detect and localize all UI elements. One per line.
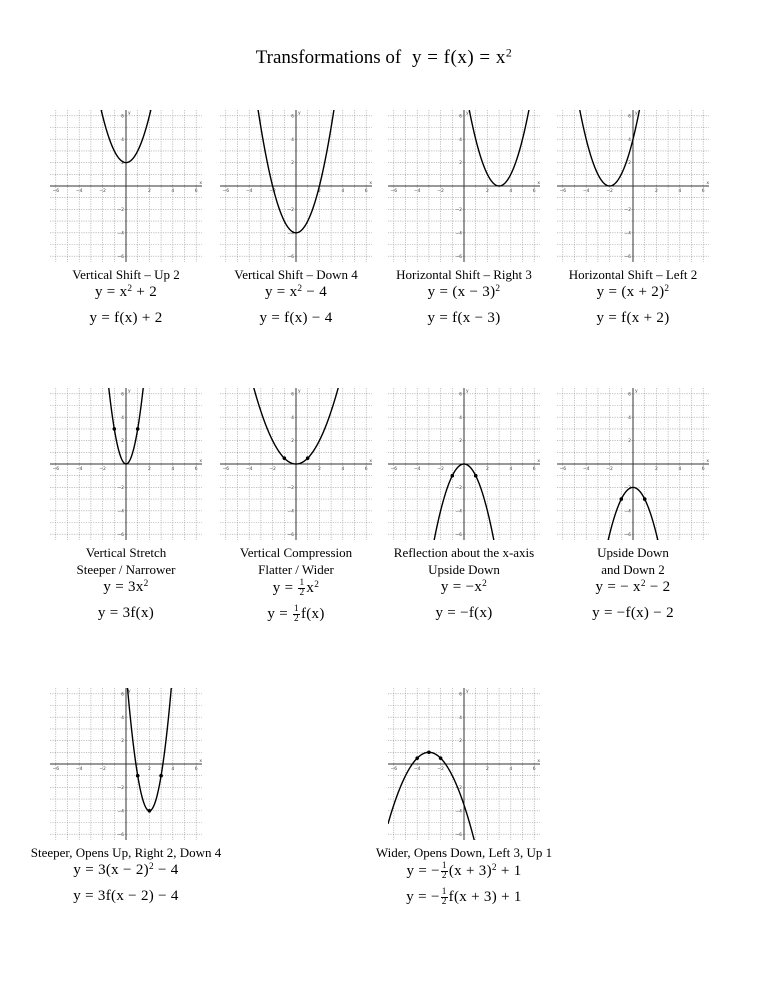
y-tick-label: 4 [121, 715, 124, 721]
caption-line: Steeper / Narrower [76, 562, 176, 577]
x-tick-label: −6 [390, 767, 398, 772]
fraction-denominator: 2 [299, 588, 305, 599]
x-tick-label: 4 [678, 467, 682, 472]
equation-expanded-text: − 4 [153, 862, 179, 878]
caption-line: Reflection about the x-axis [393, 545, 535, 560]
equation-expanded-fraction [441, 862, 448, 882]
x-tick-label: 4 [341, 189, 345, 194]
equation-expanded-text: y = x [94, 284, 128, 300]
equation-expanded-text: + 1 [496, 863, 522, 880]
x-tick-label: −2 [99, 189, 106, 194]
caption-line: Upside Down [597, 545, 669, 560]
caption-line: Vertical Shift – Up 2 [72, 267, 180, 282]
equation-function-notation-text: y = 3f(x) [97, 605, 155, 621]
coordinate-grid [220, 388, 372, 540]
curve-point [643, 497, 647, 501]
x-axis-label: x [369, 459, 372, 464]
x-tick-label: 4 [678, 189, 682, 194]
y-tick-label: 2 [121, 739, 124, 745]
y-tick-label: 2 [291, 161, 294, 167]
y-tick-label: −2 [117, 208, 124, 213]
x-tick-label: −6 [559, 467, 567, 472]
x-tick-label: −4 [75, 467, 83, 472]
y-tick-label: −4 [287, 231, 294, 237]
equation-function-notation-text: y = f(x) + 2 [89, 310, 163, 326]
fraction-numerator: 1 [441, 861, 447, 871]
equation-function-notation [30, 605, 222, 622]
equation-function-notation [368, 605, 560, 622]
y-tick-label: −4 [287, 509, 294, 515]
x-tick-label: −2 [269, 467, 276, 472]
curve-point [474, 474, 478, 478]
y-tick-label: 2 [459, 161, 462, 167]
equation-function-notation [537, 310, 729, 327]
equation-expanded-text: − 4 [302, 284, 328, 300]
y-tick-label: −2 [455, 786, 462, 791]
curve-point [136, 427, 140, 431]
x-tick-label: −2 [99, 467, 106, 472]
x-tick-label: 6 [194, 767, 198, 772]
x-tick-label: −4 [582, 189, 590, 194]
curve-point [136, 774, 140, 778]
y-axis-label: y [635, 388, 638, 394]
x-tick-label: −4 [75, 189, 83, 194]
x-tick-label: 4 [509, 767, 513, 772]
panel-caption [30, 844, 222, 861]
y-axis-label: y [128, 688, 131, 694]
equation-expanded-text: y = [272, 580, 298, 597]
x-tick-label: 2 [147, 189, 151, 194]
x-tick-label: −4 [413, 767, 421, 772]
x-tick-label: −6 [52, 767, 60, 772]
equation-expanded [30, 579, 222, 596]
equation-expanded-text: (x + 3) [448, 863, 492, 880]
y-tick-label: −6 [455, 832, 462, 838]
curve-point [620, 497, 624, 501]
equation-expanded-text: y = − x [595, 579, 641, 595]
equation-expanded-exponent: 2 [495, 283, 501, 294]
equation-expanded-fraction [298, 579, 305, 599]
x-tick-label: 6 [532, 767, 536, 772]
y-tick-label: 6 [628, 392, 631, 398]
y-tick-label: 4 [121, 137, 124, 143]
y-tick-label: 4 [628, 415, 631, 421]
equation-function-notation-fraction [441, 888, 448, 908]
equation-function-notation-text: y = f(x − 3) [427, 310, 501, 326]
equation-function-notation-text: y = 3f(x − 2) − 4 [73, 888, 179, 904]
equation-expanded [537, 284, 729, 301]
x-axis-label: x [537, 181, 540, 186]
curve-point [306, 456, 310, 460]
y-tick-label: 4 [291, 415, 294, 421]
equation-expanded [30, 862, 222, 879]
equation-function-notation-text: f(x + 3) + 1 [448, 889, 522, 906]
x-axis-label: x [369, 181, 372, 186]
coordinate-grid [388, 110, 540, 262]
y-axis-label: y [635, 110, 638, 116]
equation-function-notation [368, 888, 560, 908]
x-tick-label: 4 [341, 467, 345, 472]
y-tick-label: −2 [287, 208, 294, 213]
coordinate-grid [388, 688, 540, 840]
y-tick-label: −6 [287, 532, 294, 538]
x-tick-label: 6 [364, 189, 368, 194]
y-tick-label: −6 [117, 832, 124, 838]
equation-expanded [30, 284, 222, 301]
x-tick-label: −4 [75, 767, 83, 772]
y-tick-label: −4 [624, 509, 631, 515]
equation-function-notation-text: y = −f(x) − 2 [592, 605, 674, 621]
x-tick-label: −6 [390, 189, 398, 194]
x-tick-label: 2 [147, 467, 151, 472]
caption-line: Vertical Compression [239, 545, 353, 560]
y-tick-label: −6 [287, 254, 294, 260]
coordinate-grid [557, 388, 709, 540]
equation-expanded [368, 284, 560, 301]
caption-line: Vertical Stretch [85, 545, 167, 560]
caption-line: Flatter / Wider [258, 562, 334, 577]
x-tick-label: −4 [245, 189, 253, 194]
caption-line: Upside Down [428, 562, 500, 577]
equation-expanded-exponent: 2 [664, 283, 670, 294]
x-tick-label: 2 [147, 767, 151, 772]
y-tick-label: −6 [624, 532, 631, 538]
x-tick-label: −6 [222, 189, 230, 194]
equation-function-notation-text: y = [267, 606, 293, 623]
panel-caption [368, 266, 560, 283]
equation-expanded-exponent: 2 [491, 863, 497, 874]
x-tick-label: −4 [245, 467, 253, 472]
equation-expanded-text: x [306, 580, 315, 597]
y-tick-label: −4 [117, 809, 124, 815]
y-tick-label: 4 [291, 137, 294, 143]
x-tick-label: 4 [171, 189, 175, 194]
y-tick-label: −2 [287, 486, 294, 491]
equation-expanded-text: y = − [406, 863, 440, 880]
caption-line: Horizontal Shift – Right 3 [396, 267, 532, 282]
x-tick-label: −6 [52, 189, 60, 194]
y-tick-label: −6 [455, 254, 462, 260]
x-tick-label: 6 [701, 467, 705, 472]
fraction-denominator: 2 [441, 871, 447, 882]
fraction-numerator: 1 [294, 604, 299, 614]
equation-function-notation-fraction [293, 605, 300, 625]
caption-line: Steeper, Opens Up, Right 2, Down 4 [30, 845, 222, 860]
y-tick-label: 2 [121, 161, 124, 167]
x-tick-label: −6 [390, 467, 398, 472]
equation-function-notation [200, 605, 392, 625]
equation-function-notation [30, 310, 222, 327]
coordinate-grid [557, 110, 709, 262]
y-tick-label: −4 [455, 809, 462, 815]
y-axis-label: y [466, 388, 469, 394]
coordinate-grid [50, 110, 202, 262]
x-tick-label: 2 [654, 467, 658, 472]
x-tick-label: −2 [437, 767, 444, 772]
coordinate-grid [388, 388, 540, 540]
coordinate-grid [220, 110, 372, 262]
curve-point [427, 751, 431, 755]
panel-caption [537, 266, 729, 283]
x-tick-label: 4 [171, 767, 175, 772]
x-tick-label: −2 [606, 189, 613, 194]
x-tick-label: −6 [559, 189, 567, 194]
x-tick-label: 6 [701, 189, 705, 194]
x-tick-label: 2 [317, 189, 321, 194]
x-tick-label: −2 [437, 189, 444, 194]
title-equation: $y = f(x) = x^2$ [411, 46, 513, 68]
equation-expanded [368, 579, 560, 596]
equation-function-notation [30, 888, 222, 905]
equation-expanded-text: y = −x [440, 579, 483, 595]
equation-expanded-text: y = (x − 3) [427, 284, 496, 300]
y-tick-label: −4 [117, 231, 124, 237]
caption-line: Wider, Opens Down, Left 3, Up 1 [375, 845, 553, 860]
panel-caption [30, 266, 222, 283]
x-tick-label: 6 [194, 189, 198, 194]
x-tick-label: −2 [606, 467, 613, 472]
y-tick-label: 2 [628, 161, 631, 167]
equation-expanded-exponent: 2 [297, 283, 303, 294]
x-tick-label: 4 [509, 189, 513, 194]
equation-expanded-text: y = (x + 2) [596, 284, 665, 300]
equation-expanded-text: y = 3x [103, 579, 144, 595]
y-tick-label: 4 [459, 415, 462, 421]
y-tick-label: 4 [459, 137, 462, 143]
y-axis-label: y [298, 388, 301, 394]
y-tick-label: 2 [628, 439, 631, 445]
y-tick-label: −4 [455, 231, 462, 237]
panel-caption [200, 544, 392, 578]
fraction-denominator: 2 [294, 614, 299, 625]
x-tick-label: 4 [171, 467, 175, 472]
caption-line: Horizontal Shift – Left 2 [568, 267, 698, 282]
panel-caption [200, 266, 392, 283]
y-tick-label: 6 [459, 692, 462, 698]
title-prefix: Transformations of [255, 47, 402, 68]
x-tick-label: 4 [509, 467, 513, 472]
x-tick-label: 2 [485, 189, 489, 194]
y-tick-label: −2 [455, 486, 462, 491]
y-tick-label: −6 [117, 532, 124, 538]
equation-expanded-exponent: 2 [314, 580, 320, 591]
panel-caption [537, 544, 729, 578]
equation-function-notation [537, 605, 729, 622]
y-axis-label: y [466, 110, 469, 116]
y-tick-label: 6 [291, 114, 294, 120]
equation-expanded-exponent: 2 [143, 578, 149, 589]
fraction-numerator: 1 [441, 887, 447, 897]
x-axis-label: x [199, 181, 202, 186]
y-tick-label: −2 [117, 786, 124, 791]
y-tick-label: −6 [117, 254, 124, 260]
equation-function-notation-text: y = −f(x) [435, 605, 493, 621]
page-title [0, 47, 768, 69]
y-tick-label: −2 [624, 208, 631, 213]
x-tick-label: 6 [364, 467, 368, 472]
curve-point [439, 756, 443, 760]
x-tick-label: −6 [52, 467, 60, 472]
x-tick-label: 6 [194, 467, 198, 472]
equation-expanded [200, 579, 392, 599]
y-axis-label: y [128, 388, 131, 394]
curve-point [283, 456, 287, 460]
curve-point [148, 809, 152, 813]
y-tick-label: 6 [459, 392, 462, 398]
curve-point [415, 756, 419, 760]
y-tick-label: 6 [628, 114, 631, 120]
x-tick-label: −2 [437, 467, 444, 472]
y-tick-label: 2 [459, 739, 462, 745]
curve-point [113, 427, 117, 431]
coordinate-grid [50, 388, 202, 540]
x-tick-label: 2 [485, 467, 489, 472]
y-tick-label: 2 [121, 439, 124, 445]
x-tick-label: −4 [413, 189, 421, 194]
curve-point [159, 774, 163, 778]
y-tick-label: 6 [121, 114, 124, 120]
x-tick-label: −4 [582, 467, 590, 472]
y-tick-label: 2 [291, 439, 294, 445]
x-tick-label: −2 [269, 189, 276, 194]
equation-expanded [200, 284, 392, 301]
equation-expanded-exponent: 2 [482, 578, 488, 589]
y-tick-label: −4 [624, 231, 631, 237]
x-axis-label: x [199, 459, 202, 464]
y-tick-label: 4 [628, 137, 631, 143]
x-tick-label: −2 [99, 767, 106, 772]
equation-expanded-text: + 2 [132, 284, 158, 300]
y-axis-label: y [128, 110, 131, 116]
fraction-numerator: 1 [299, 578, 305, 588]
equation-expanded-exponent: 2 [640, 578, 646, 589]
equation-expanded-text: y = 3(x − 2) [73, 862, 149, 878]
equation-expanded-exponent: 2 [148, 861, 154, 872]
x-axis-label: x [199, 759, 202, 764]
fraction-denominator: 2 [441, 897, 447, 908]
y-tick-label: −2 [117, 486, 124, 491]
x-axis-label: x [706, 459, 709, 464]
x-tick-label: 6 [532, 189, 536, 194]
equation-expanded [537, 579, 729, 596]
y-tick-label: 4 [121, 415, 124, 421]
y-axis-label: y [466, 688, 469, 694]
y-tick-label: −4 [455, 509, 462, 515]
equation-function-notation [368, 310, 560, 327]
caption-line: Vertical Shift – Down 4 [234, 267, 358, 282]
coordinate-grid [50, 688, 202, 840]
x-tick-label: 2 [654, 189, 658, 194]
equation-expanded-exponent: 2 [127, 283, 133, 294]
x-tick-label: −4 [413, 467, 421, 472]
y-tick-label: 2 [459, 439, 462, 445]
y-tick-label: −2 [624, 486, 631, 491]
panel-caption [30, 544, 222, 578]
curve-point [451, 474, 455, 478]
x-axis-label: x [537, 459, 540, 464]
y-tick-label: −6 [624, 254, 631, 260]
equation-function-notation-text: f(x) [300, 606, 325, 623]
y-tick-label: 6 [459, 114, 462, 120]
x-tick-label: 2 [317, 467, 321, 472]
equation-function-notation [200, 310, 392, 327]
y-tick-label: −6 [455, 532, 462, 538]
x-axis-label: x [706, 181, 709, 186]
y-tick-label: 6 [121, 392, 124, 398]
equation-function-notation-text: y = f(x) − 4 [259, 310, 333, 326]
y-tick-label: −4 [117, 509, 124, 515]
x-tick-label: −6 [222, 467, 230, 472]
caption-line: and Down 2 [601, 562, 665, 577]
y-tick-label: −2 [455, 208, 462, 213]
equation-function-notation-text: y = − [406, 889, 440, 906]
y-tick-label: 6 [291, 392, 294, 398]
panel-caption [368, 544, 560, 578]
equation-expanded [368, 862, 560, 882]
y-axis-label: y [298, 110, 301, 116]
equation-expanded-text: − 2 [645, 579, 671, 595]
equation-function-notation-text: y = f(x + 2) [596, 310, 670, 326]
y-tick-label: 4 [459, 715, 462, 721]
x-tick-label: 2 [485, 767, 489, 772]
x-axis-label: x [537, 759, 540, 764]
y-tick-label: 6 [121, 692, 124, 698]
panel-caption [368, 844, 560, 861]
equation-expanded-text: y = x [264, 284, 298, 300]
x-tick-label: 6 [532, 467, 536, 472]
